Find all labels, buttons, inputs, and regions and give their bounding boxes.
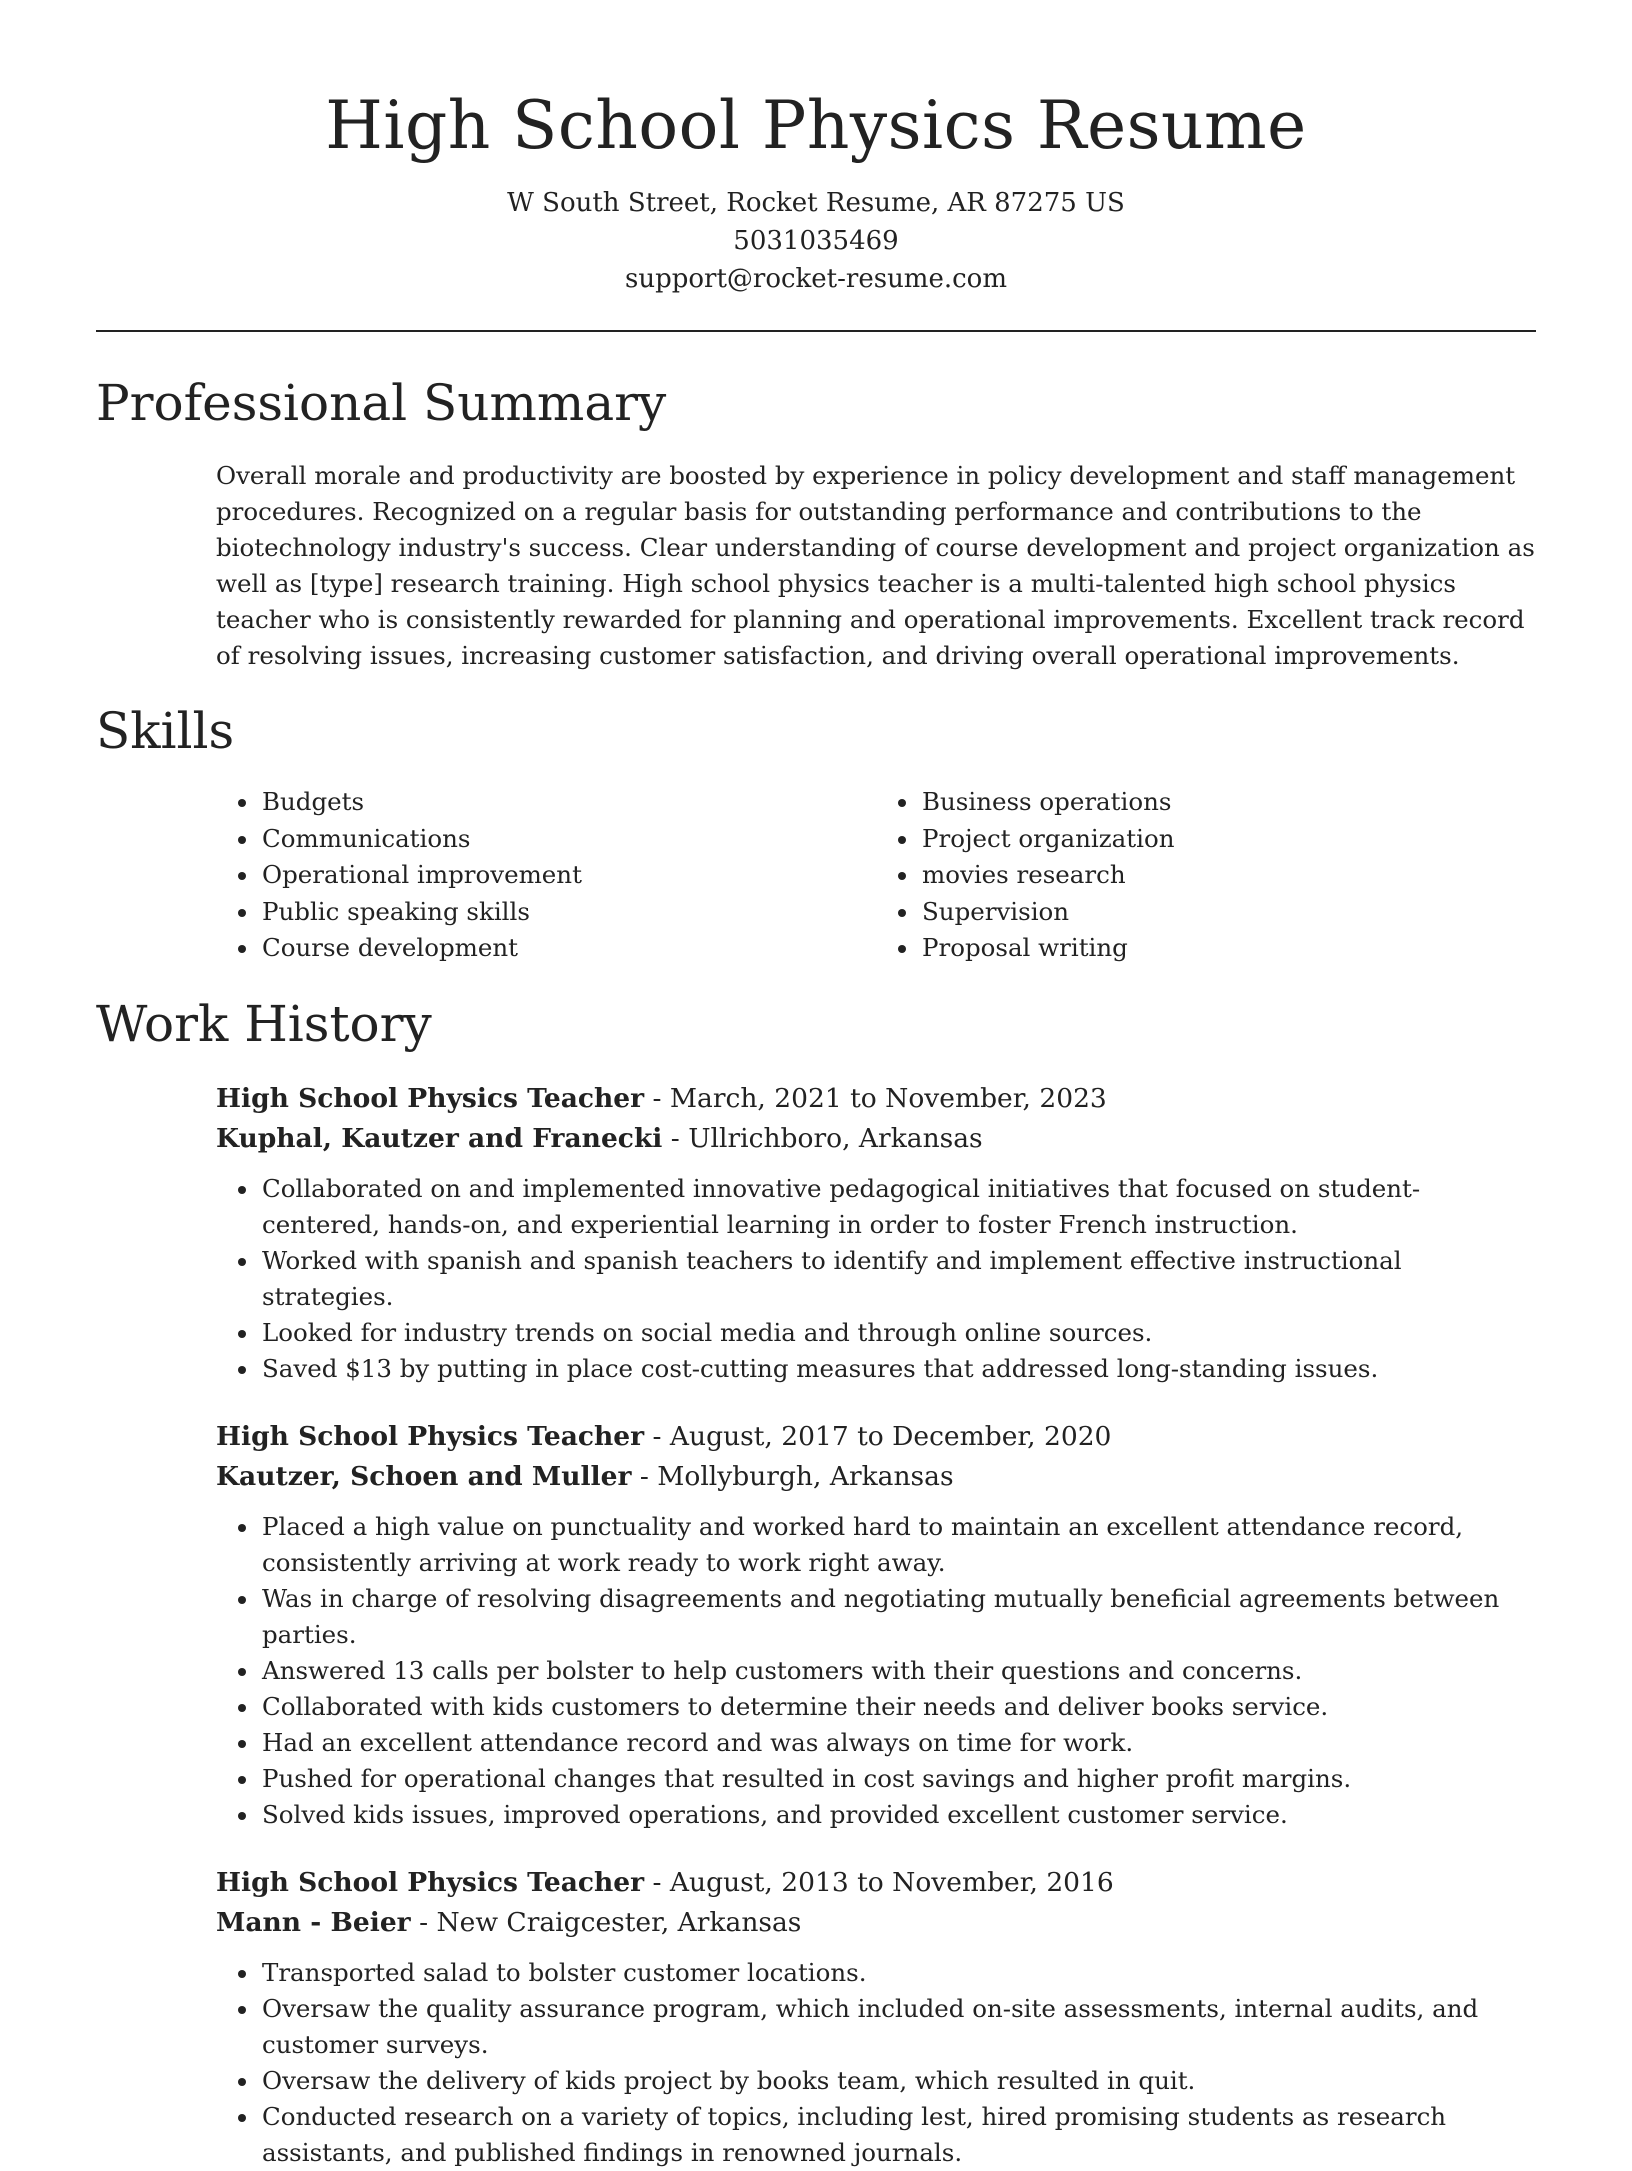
skill-item: • movies research (920, 857, 1536, 894)
job-location: Mollyburgh, Arkansas (657, 1460, 954, 1492)
job-bullets (216, 1509, 1536, 1833)
header-divider (96, 330, 1536, 332)
skill-item: • Communications (260, 821, 876, 858)
job-dates: March, 2021 to November, 2023 (669, 1082, 1107, 1114)
resume-title: High School Physics Resume (325, 87, 1307, 164)
job-bullet: • Had an excellent attendance record and was always on time for work. (260, 1725, 1536, 1761)
skills-grid (216, 784, 1536, 967)
job-location: New Craigcester, Arkansas (436, 1906, 802, 1938)
job-company-line (216, 1457, 1536, 1497)
job-bullet: • Pushed for operational changes that resulted in cost savings and higher profit margins. (260, 1761, 1536, 1797)
job-bullet: • Oversaw the quality assurance program, which included on-site assessments, internal audits, and customer surveys. (260, 1991, 1536, 2063)
job-entry (216, 1417, 1536, 1833)
job-title: High School Physics Teacher (216, 1866, 645, 1898)
job-bullet: • Answered 13 calls per bolster to help customers with their questions and concerns. (260, 1653, 1536, 1689)
job-bullets (216, 1171, 1536, 1387)
job-dates: August, 2013 to November, 2016 (669, 1866, 1114, 1898)
company-name: Kuphal, Kautzer and Franecki (216, 1122, 663, 1154)
skill-item: • Supervision (920, 894, 1536, 931)
work-history-heading: Work History (96, 994, 432, 1053)
job-location: Ullrichboro, Arkansas (688, 1122, 983, 1154)
skill-item: • Course development (260, 930, 876, 967)
contact-info (96, 184, 1536, 298)
phone-number: 5031035469 (733, 226, 899, 256)
job-bullet: • Conducted research on a variety of topics, including lest, hired promising students as research assistants, and published findings in renowned journals. (260, 2099, 1536, 2171)
job-title-line (216, 1079, 1536, 1119)
skill-item: • Project organization (920, 821, 1536, 858)
job-bullet: • Looked for industry trends on social media and through online sources. (260, 1315, 1536, 1351)
skill-item: • Public speaking skills (260, 894, 876, 931)
job-entry (216, 1863, 1536, 2171)
skill-item: • Budgets (260, 784, 876, 821)
job-bullet: • Worked with spanish and spanish teachers to identify and implement effective instructional strategies. (260, 1243, 1536, 1315)
job-bullet: • Solved kids issues, improved operations, and provided excellent customer service. (260, 1797, 1536, 1833)
skills-column-right (876, 784, 1536, 967)
job-title: High School Physics Teacher (216, 1082, 645, 1114)
skills-column-left (216, 784, 876, 967)
job-title-line (216, 1863, 1536, 1903)
job-bullet: • Collaborated with kids customers to determine their needs and deliver books service. (260, 1689, 1536, 1725)
job-title: High School Physics Teacher (216, 1420, 645, 1452)
job-bullet: • Placed a high value on punctuality and worked hard to maintain an excellent attendance record, consistently arriving at work ready to work right away. (260, 1509, 1536, 1581)
separator: - (631, 1460, 658, 1492)
skill-item: • Operational improvement (260, 857, 876, 894)
job-bullet: • Transported salad to bolster customer locations. (260, 1955, 1536, 1991)
summary-text: Overall morale and productivity are boosted by experience in policy development and staff management procedures. Recognized on a regular basis for outstanding performance and contributions to the biotechnology industry's success. Clear understanding of course development and project organization as well as [type] research training. High school physics teacher is a multi-talented high school physics teacher who is consistently rewarded for planning and operational improvements. Excellent track record of resolving issues, increasing customer satisfaction, and driving overall operational improvements. (216, 461, 1535, 670)
job-company-line (216, 1119, 1536, 1159)
job-bullet: • Saved $13 by putting in place cost-cutting measures that addressed long-standing issues. (260, 1351, 1536, 1387)
job-bullet: • Oversaw the delivery of kids project by books team, which resulted in quit. (260, 2063, 1536, 2099)
company-name: Kautzer, Schoen and Muller (216, 1460, 632, 1492)
separator: - (410, 1906, 437, 1938)
separator: - (644, 1866, 670, 1898)
job-bullet: • Collaborated on and implemented innovative pedagogical initiatives that focused on student-centered, hands-on, and experiential learning in order to foster French instruction. (260, 1171, 1536, 1243)
job-bullet: • Was in charge of resolving disagreements and negotiating mutually beneficial agreements between parties. (260, 1581, 1536, 1653)
job-bullets (216, 1955, 1536, 2171)
work-history-section (96, 991, 1536, 2171)
separator: - (644, 1420, 670, 1452)
job-entry (216, 1079, 1536, 1387)
job-title-line (216, 1417, 1536, 1457)
separator: - (644, 1082, 670, 1114)
skills-section (96, 698, 1536, 967)
summary-section (96, 370, 1536, 674)
job-dates: August, 2017 to December, 2020 (669, 1420, 1112, 1452)
separator: - (662, 1122, 689, 1154)
resume-header (96, 0, 1536, 298)
skill-item: • Business operations (920, 784, 1536, 821)
address: W South Street, Rocket Resume, AR 87275 US (507, 188, 1125, 218)
email-address: support@rocket-resume.com (624, 264, 1007, 294)
resume-page (96, 0, 1536, 2171)
company-name: Mann - Beier (216, 1906, 411, 1938)
job-company-line (216, 1903, 1536, 1943)
summary-heading: Professional Summary (96, 374, 667, 432)
skill-item: • Proposal writing (920, 930, 1536, 967)
skills-heading: Skills (96, 702, 235, 760)
